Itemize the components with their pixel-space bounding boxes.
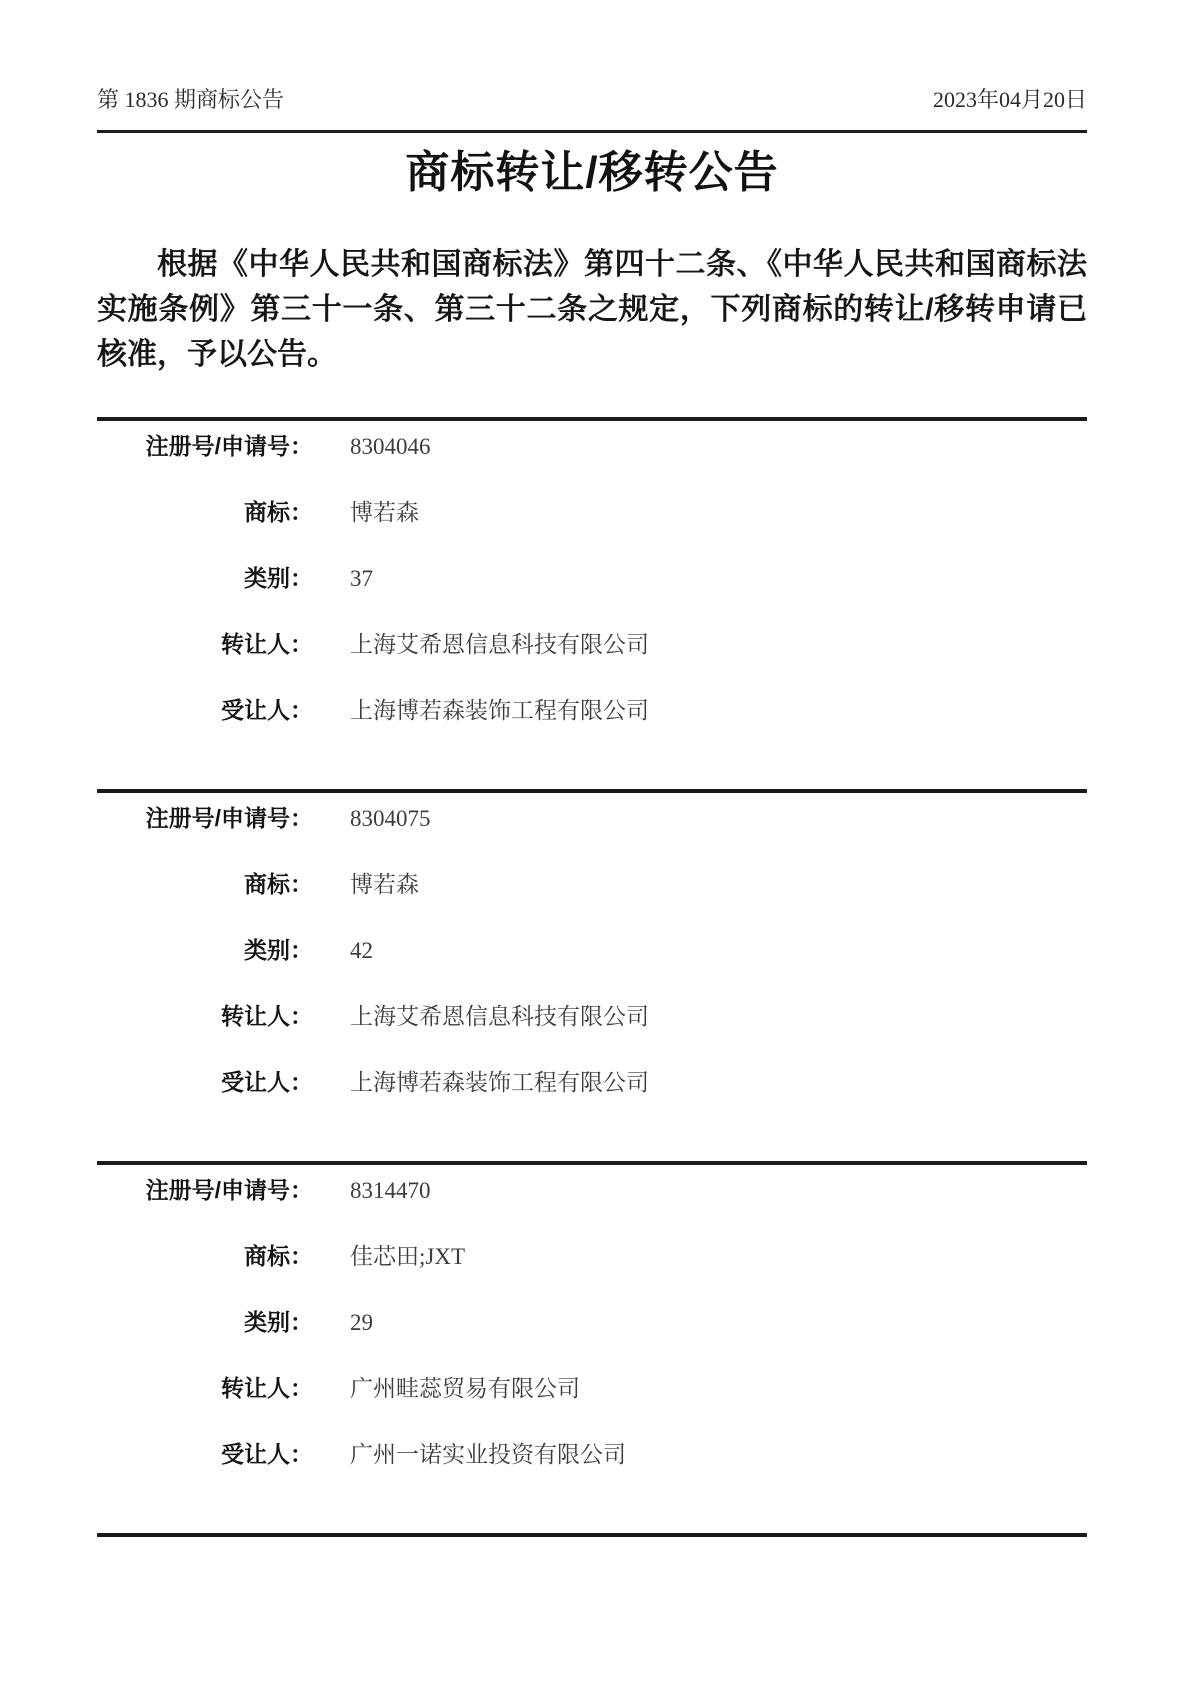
assignor-value: 上海艾希恩信息科技有限公司 [350, 1004, 649, 1029]
assignee-label: 受让人： [221, 697, 313, 723]
class-label: 类别： [244, 565, 313, 591]
record-row-reg-no [97, 806, 1087, 831]
reg-no-label: 注册号/申请号： [145, 805, 313, 831]
trademark-label: 商标： [244, 1243, 313, 1269]
gazette-issue-number: 第 1836 期商标公告 [97, 87, 285, 112]
trademark-record [97, 1161, 1087, 1467]
trademark-value: 博若森 [350, 500, 419, 525]
record-row-assignor [97, 1376, 1087, 1401]
trademark-record [97, 789, 1087, 1095]
reg-no-value: 8304046 [350, 434, 431, 459]
class-value: 29 [350, 1310, 373, 1335]
class-value: 37 [350, 566, 373, 591]
record-row-assignee [97, 1070, 1087, 1095]
trademark-value: 佳芯田;JXT [350, 1244, 465, 1269]
reg-no-label: 注册号/申请号： [145, 433, 313, 459]
record-row-reg-no [97, 434, 1087, 459]
assignee-value: 上海博若森装饰工程有限公司 [350, 698, 649, 723]
reg-no-value: 8304075 [350, 806, 431, 831]
record-row-class [97, 1310, 1087, 1335]
assignee-value: 广州一诺实业投资有限公司 [350, 1442, 626, 1467]
record-row-class [97, 566, 1087, 591]
trademark-label: 商标： [244, 871, 313, 897]
assignor-label: 转让人： [221, 1003, 313, 1029]
record-row-assignee [97, 698, 1087, 723]
record-row-trademark [97, 872, 1087, 897]
assignee-label: 受让人： [221, 1069, 313, 1095]
record-row-trademark [97, 500, 1087, 525]
page-title: 商标转让/移转公告 [405, 148, 779, 197]
record-row-assignor [97, 632, 1087, 657]
assignor-value: 上海艾希恩信息科技有限公司 [350, 632, 649, 657]
records-list [97, 417, 1087, 1537]
record-row-class [97, 938, 1087, 963]
trademark-label: 商标： [244, 499, 313, 525]
class-label: 类别： [244, 937, 313, 963]
trademark-record [97, 417, 1087, 723]
page-header [97, 0, 1087, 114]
bottom-divider [97, 1533, 1087, 1537]
assignor-label: 转让人： [221, 1375, 313, 1401]
reg-no-label: 注册号/申请号： [145, 1177, 313, 1203]
record-row-trademark [97, 1244, 1087, 1269]
trademark-value: 博若森 [350, 872, 419, 897]
legal-basis-paragraph: 根据《中华人民共和国商标法》第四十二条、《中华人民共和国商标法实施条例》第三十一条、第三十二条之规定，下列商标的转让/移转申请已核准，予以公告。 [97, 248, 1087, 371]
record-row-assignor [97, 1004, 1087, 1029]
assignee-value: 上海博若森装饰工程有限公司 [350, 1070, 649, 1095]
record-row-assignee [97, 1442, 1087, 1467]
assignor-label: 转让人： [221, 631, 313, 657]
record-row-reg-no [97, 1178, 1087, 1203]
class-value: 42 [350, 938, 373, 963]
gazette-date: 2023年04月20日 [932, 87, 1087, 112]
reg-no-value: 8314470 [350, 1178, 431, 1203]
class-label: 类别： [244, 1309, 313, 1335]
assignee-label: 受让人： [221, 1441, 313, 1467]
header-divider [97, 130, 1087, 133]
assignor-value: 广州畦蕊贸易有限公司 [350, 1376, 580, 1401]
